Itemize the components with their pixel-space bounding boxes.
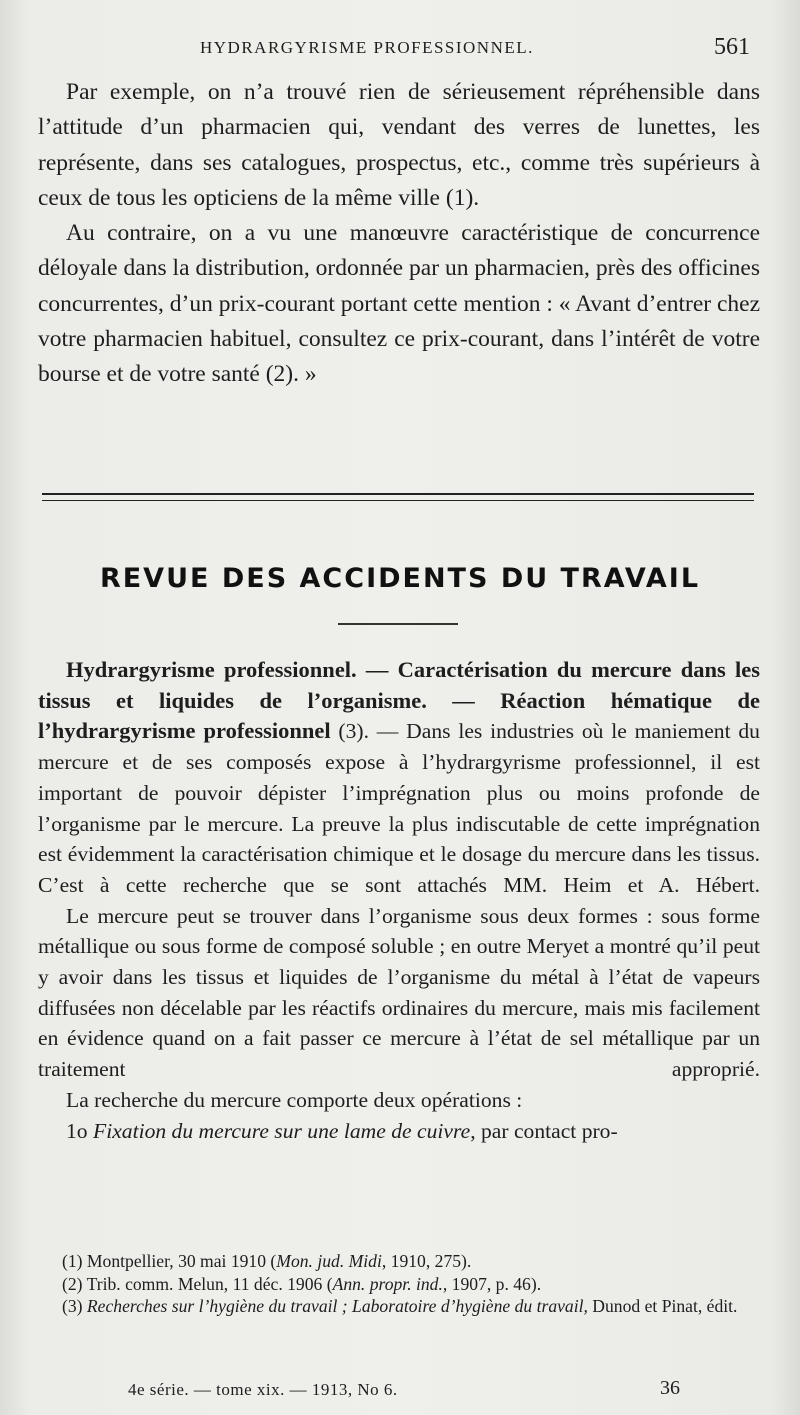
footnote-1-italic: Mon. jud. Midi [276,1251,382,1271]
article-body [38,655,760,1146]
footnote-1-text: (1) Montpellier, 30 mai 1910 ( [62,1251,277,1271]
intro-text [38,75,760,393]
article-paragraph-4 [38,1116,760,1147]
section-divider [338,623,458,625]
list-number: 1o [66,1118,93,1143]
page-number: 561 [714,34,750,60]
footnotes [38,1250,760,1318]
footnote-3-italic: Recherches sur l’hygiène du travail ; Laboratoire d’hygiène du travail, [86,1296,588,1316]
footnote-2 [38,1273,760,1296]
article-paragraph-1-text: — Dans les industries où le maniement du mercure et de ses composés expose à l’hydrargyrisme professionnel, il est important de pouvoir dépister l’imprégnation plus ou moins profonde de l’organisme par le mercure. La preuve la plus indiscutable de cette imprégnation est évidemment la caractérisation chimique et le dosage du mercure dans les tissus. C’est à cette recherche que se sont attachés MM. Heim et A. Hébert. [38,719,760,897]
article-heading-ref: (3). [330,719,369,744]
footnote-3-text: (3) [62,1296,87,1316]
double-rule-bottom [42,500,754,501]
article-paragraph-4-text: , par contact pro- [470,1118,618,1143]
running-head-title: HYDRARGYRISME PROFESSIONNEL. [200,38,534,57]
article-paragraph-3: La recherche du mercure comporte deux opérations : [66,1087,523,1112]
intro-paragraph-1: Par exemple, on n’a trouvé rien de sérieusement répréhensible dans l’attitude d’un pharmacien qui, vendant des verres de lunettes, les représente, dans ses catalogues, prospectus, etc., comme très supérieurs à ceux de tous les opticiens de la même ville (1). [38,79,760,211]
running-head [0,34,800,64]
footnote-3 [38,1295,760,1318]
footnote-2-italic: Ann. propr. ind. [332,1273,443,1294]
article-paragraph-1 [38,655,760,901]
italic-phrase: Fixation du mercure sur une lame de cuivre [93,1118,471,1143]
article-heading: Hydrargyrisme professionnel. — Caractérisation du mercure dans les tissus et liquides de l’organisme. — Réaction hématique de l’hydrargyrisme professionnel [38,657,760,744]
double-rule-top [42,493,754,495]
footnote-1 [38,1250,760,1273]
footnote-3-end: Dunod et Pinat, édit. [587,1296,738,1316]
article-paragraph-2: Le mercure peut se trouver dans l’organisme sous deux formes : sous forme métallique ou sous forme de composé soluble ; en outre Meryet a montré qu’il peut y avoir dans les tissus et liquides de l’organisme du métal à l’état de vapeurs diffusées non décelable par les réactifs ordinaires du mercure, mais mis facilement en évidence quand on a fait passer ce mercure à l’état de sel métallique par un traitement approprié. [38,903,760,1082]
intro-paragraph-2: Au contraire, on a vu une manœuvre caractéristique de concurrence déloyale dans la distribution, ordonnée par un pharmacien, près des officines concurrentes, d’un prix-courant portant cette mention : « Avant d’entrer chez votre pharmacien habituel, consultez ce prix-courant, dans l’intérêt de votre bourse et de votre santé (2). » [38,220,760,388]
section-title: REVUE DES ACCIDENTS DU TRAVAIL [99,563,701,594]
footnote-2-text: (2) Trib. comm. Melun, 11 déc. 1906 ( [62,1273,333,1294]
footnote-2-end: , 1907, p. 46). [442,1273,542,1294]
series-line: 4e série. — tome xix. — 1913, No 6. [128,1380,398,1399]
signature-mark: 36 [660,1377,680,1399]
page-footer [0,1377,800,1410]
footnote-1-end: , 1910, 275). [381,1251,472,1271]
